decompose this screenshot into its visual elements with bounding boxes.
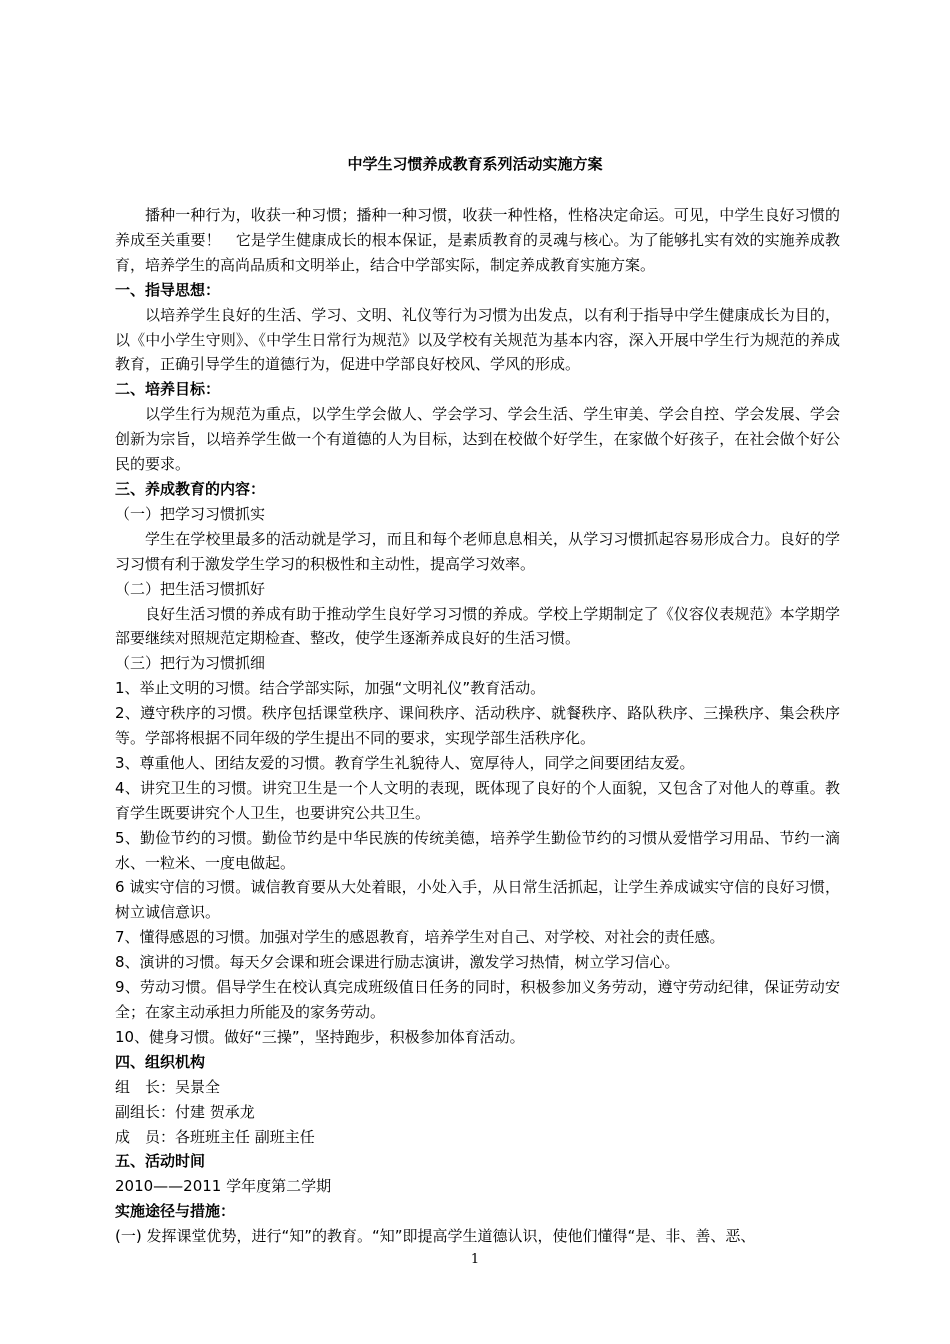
organization-deputy: 副组长：付建 贺承龙 bbox=[115, 1102, 255, 1121]
study-habits-paragraph: 学生在学校里最多的活动就是学习，而且和每个老师息息相关，从学习习惯抓起容易形成合力。良好的学习习惯有利于激发学生学习的积极性和主动性，提高学习效率。 bbox=[115, 529, 840, 573]
list-item: 7、懂得感恩的习惯。加强对学生的感恩教育，培养学生对自己、对学校、对社会的责任感。 bbox=[115, 928, 725, 947]
list-item: 4、讲究卫生的习惯。讲究卫生是一个人文明的表现，既体现了良好的个人面貌，又包含了对他人的尊重。教育学生既要讲究个人卫生，也要讲究公共卫生。 bbox=[115, 778, 840, 822]
section-heading-organization: 四、组织机构 bbox=[115, 1052, 206, 1071]
subheading-behavior-habits: （三）把行为习惯抓细 bbox=[115, 654, 266, 673]
section-heading-guiding-ideology: 一、指导思想： bbox=[115, 280, 221, 299]
list-item: 5、勤俭节约的习惯。勤俭节约是中华民族的传统美德，培养学生勤俭节约的习惯从爱惜学习用品、节约一滴水、一粒米、一度电做起。 bbox=[115, 828, 840, 872]
list-item: 6 诚实守信的习惯。诚信教育要从大处着眼，小处入手，从日常生活抓起，让学生养成诚实守信的良好习惯，树立诚信意识。 bbox=[115, 878, 840, 922]
intro-paragraph: 播种一种行为，收获一种习惯；播种一种习惯，收获一种性格，性格决定命运。可见，中学生良好习惯的养成至关重要！ 它是学生健康成长的根本保证，是素质教育的灵魂与核心。为了能够扎实有效的实施养成教育，培养学生的高尚品质和文明举止，结合中学部实际，制定养成教育实施方案。 bbox=[115, 206, 840, 274]
subheading-study-habits: （一）把学习习惯抓实 bbox=[115, 504, 266, 523]
list-item: 3、尊重他人、团结友爱的习惯。教育学生礼貌待人、宽厚待人，同学之间要团结友爱。 bbox=[115, 753, 695, 772]
guiding-ideology-paragraph: 以培养学生良好的生活、学习、文明、礼仪等行为习惯为出发点，以有利于指导中学生健康成长为目的，以《中小学生守则》、《中学生日常行为规范》以及学校有关规范为基本内容，深入开展中学生行为规范的养成教育，正确引导学生的道德行为，促进中学部良好校风、学风的形成。 bbox=[115, 305, 840, 374]
list-item: 9、劳动习惯。倡导学生在校认真完成班级值日任务的同时，积极参加义务劳动，遵守劳动纪律，保证劳动安全；在家主动承担力所能及的家务劳动。 bbox=[115, 978, 840, 1021]
list-item: 2、遵守秩序的习惯。秩序包括课堂秩序、课间秩序、活动秩序、就餐秩序、路队秩序、三操秩序、集会秩序等。学部将根据不同年级的学生提出不同的要求，实现学部生活秩序化。 bbox=[115, 704, 840, 748]
list-item: 10、健身习惯。做好“三操”，坚持跑步，积极参加体育活动。 bbox=[115, 1027, 525, 1046]
subheading-life-habits: （二）把生活习惯抓好 bbox=[115, 579, 266, 598]
training-goals-paragraph: 以学生行为规范为重点，以学生学会做人、学会学习、学会生活、学生审美、学会自控、学会发展、学会创新为宗旨，以培养学生做一个有道德的人为目标，达到在校做个好学生，在家做个好孩子，在社会做个好公民的要求。 bbox=[115, 405, 840, 474]
life-habits-paragraph: 良好生活习惯的养成有助于推动学生良好学习习惯的养成。学校上学期制定了《仪容仪表规范》本学期学部要继续对照规范定期检查、整改，使学生逐渐养成良好的生活习惯。 bbox=[115, 604, 840, 648]
document-body bbox=[115, 203, 840, 1249]
section-heading-activity-time: 五、活动时间 bbox=[115, 1152, 206, 1171]
implementation-paragraph: (一) 发挥课堂优势，进行“知”的教育。“知”即提高学生道德认识，使他们懂得“是、非、善、恶、 bbox=[115, 1227, 756, 1246]
document-title: 中学生习惯养成教育系列活动实施方案 bbox=[347, 155, 603, 173]
page-number: 1 bbox=[470, 1252, 480, 1267]
list-item: 1、举止文明的习惯。结合学部实际，加强“文明礼仪”教育活动。 bbox=[115, 679, 546, 698]
organization-leader: 组 长：吴景全 bbox=[115, 1077, 221, 1096]
organization-members: 成 员：各班班主任 副班主任 bbox=[115, 1127, 315, 1146]
list-item: 8、演讲的习惯。每天夕会课和班会课进行励志演讲，激发学习热情，树立学习信心。 bbox=[115, 953, 680, 972]
activity-time-text: 2010——2011 学年度第二学期 bbox=[115, 1177, 332, 1196]
section-heading-education-content: 三、养成教育的内容： bbox=[115, 479, 266, 498]
section-heading-training-goals: 二、培养目标： bbox=[115, 380, 221, 399]
section-heading-implementation: 实施途径与措施： bbox=[115, 1202, 236, 1221]
